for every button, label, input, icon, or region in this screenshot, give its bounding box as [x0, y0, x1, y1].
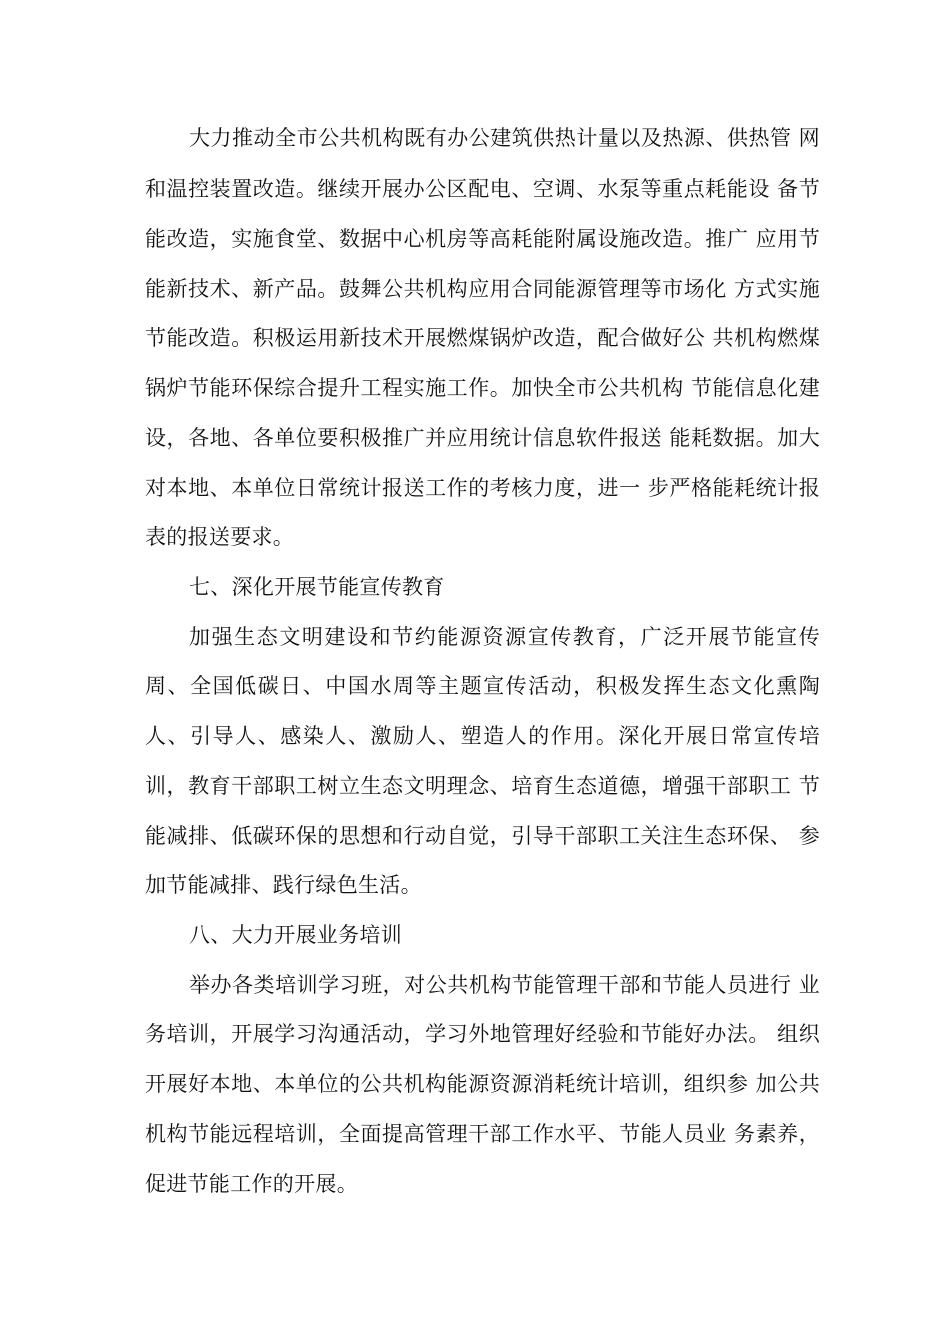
paragraph-line: 务培训，开展学习沟通活动，学习外地管理好经验和节能好办法。 组织 — [145, 1022, 820, 1046]
paragraph-line: 机构节能远程培训，全面提高管理干部工作水平、节能人员业 务素养， — [145, 1122, 820, 1146]
paragraph-line: 锅炉节能环保综合提升工程实施工作。加快全市公共机构 节能信息化建 — [145, 376, 820, 400]
section-heading: 七、深化开展节能宣传教育 — [189, 575, 445, 599]
paragraph-line: 对本地、本单位日常统计报送工作的考核力度，进一 步严格能耗统计报 — [145, 476, 820, 500]
paragraph-line: 举办各类培训学习班，对公共机构节能管理干部和节能人员进行 业 — [189, 973, 820, 997]
paragraph-line: 加节能减排、践行绿色生活。 — [145, 873, 422, 897]
paragraph-line: 能新技术、新产品。鼓舞公共机构应用合同能源管理等市场化 方式实施 — [145, 277, 820, 301]
paragraph-line: 表的报送要求。 — [145, 525, 295, 549]
paragraph-line: 周、全国低碳日、中国水周等主题宣传活动，积极发挥生态文化熏陶 — [145, 674, 820, 698]
paragraph-line: 加强生态文明建设和节约能源资源宣传教育，广泛开展节能宣传 — [189, 625, 820, 649]
paragraph-line: 人、引导人、感染人、激励人、塑造人的作用。深化开展日常宣传培 — [145, 724, 820, 748]
paragraph-line: 训，教育干部职工树立生态文明理念、培育生态道德，增强干部职工 节 — [145, 774, 820, 798]
paragraph-line: 开展好本地、本单位的公共机构能源资源消耗统计培训，组织参 加公共 — [145, 1072, 820, 1096]
paragraph-line: 和温控装置改造。继续开展办公区配电、空调、水泵等重点耗能设 备节 — [145, 177, 820, 201]
paragraph-line: 节能改造。积极运用新技术开展燃煤锅炉改造，配合做好公 共机构燃煤 — [145, 326, 820, 350]
paragraph-line: 能减排、低碳环保的思想和行动自觉，引导干部职工关注生态环保、 参 — [145, 824, 820, 848]
paragraph-line: 大力推动全市公共机构既有办公建筑供热计量以及热源、供热管 网 — [189, 126, 820, 150]
paragraph-line: 促进节能工作的开展。 — [145, 1172, 358, 1196]
paragraph-line: 设，各地、各单位要积极推广并应用统计信息软件报送 能耗数据。加大 — [145, 426, 820, 450]
section-heading: 八、大力开展业务培训 — [189, 923, 402, 947]
paragraph-line: 能改造，实施食堂、数据中心机房等高耗能附属设施改造。推广 应用节 — [145, 227, 820, 251]
